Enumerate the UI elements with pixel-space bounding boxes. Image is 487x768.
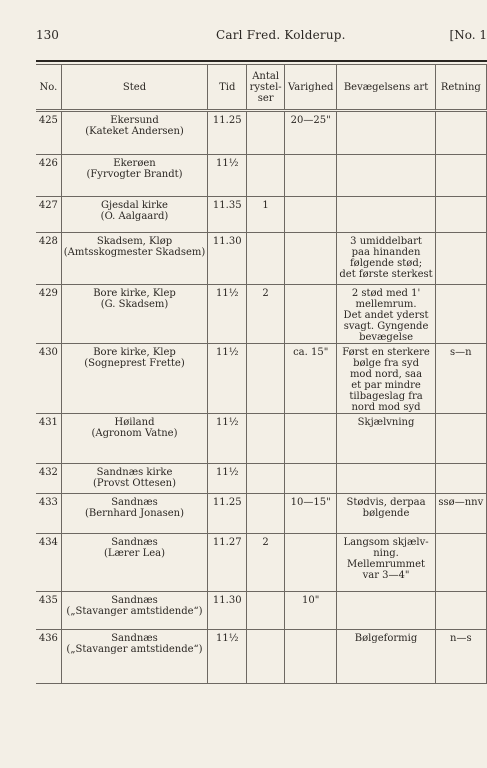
entry-number-cell: 435 [36,592,61,630]
cell-line: Sandnæs kirke [96,467,173,478]
cell-line: Stødvis, derpaa [346,497,426,508]
cell-line: Først en sterkere [342,347,430,358]
cell-line: paa hinanden [351,247,421,258]
entry-number-cell: 430 [36,344,61,414]
cell-line: (Agronom Vatne) [91,428,178,439]
cell-line: 3 umiddelbart [350,236,422,247]
duration-cell [285,233,337,285]
motion-type-cell [337,630,435,684]
place-observer-cell [61,592,208,630]
shock-count-cell [247,494,285,534]
direction-cell [435,155,486,197]
place-observer-cell [61,630,208,684]
time-cell: 11½ [208,414,247,464]
cell-line: (Provst Ottesen) [93,478,176,489]
column-header-no: No. [36,65,61,111]
cell-line: svagt. Gyngende [343,321,429,332]
time-cell: 11.27 [208,534,247,592]
cell-line: bølgende [362,508,410,519]
table-row [36,233,487,285]
motion-type-cell [337,414,435,464]
place-observer-cell [61,285,208,344]
cell-line: det første sterkest [339,269,433,280]
table-row [36,534,487,592]
direction-cell: n—s [435,630,486,684]
cell-line: mod nord, saa [349,369,423,380]
earthquake-reports-table [36,64,487,684]
column-header-direction: Retning [435,65,486,111]
motion-type-cell [337,233,435,285]
duration-cell: 10" [285,592,337,630]
duration-cell [285,534,337,592]
duration-cell: 20—25" [285,111,337,155]
duration-cell [285,285,337,344]
place-observer-cell [61,344,208,414]
time-cell: 11½ [208,464,247,494]
time-cell: 11½ [208,630,247,684]
entry-number-cell: 429 [36,285,61,344]
section-reference: [No. 1 [449,28,487,42]
cell-line: mellemrum. [355,299,417,310]
shock-count-cell: 1 [247,197,285,233]
column-header-count: Antal rystel- ser [247,65,285,111]
motion-type-cell [337,111,435,155]
cell-line: 2 stød med 1' [351,288,421,299]
cell-line: ning. [373,548,399,559]
direction-cell [435,534,486,592]
column-header-time: Tid [208,65,247,111]
motion-type-cell [337,494,435,534]
duration-cell [285,464,337,494]
time-cell: 11.25 [208,111,247,155]
motion-type-cell [337,344,435,414]
cell-line: bevægelse [359,332,413,343]
cell-line: Ekerøen [113,158,156,169]
place-observer-cell [61,494,208,534]
cell-line: bølge fra syd [353,358,419,369]
table-row [36,414,487,464]
direction-cell: ssø—nnv [435,494,486,534]
cell-line: var 3—4" [362,570,410,581]
place-observer-cell [61,233,208,285]
time-cell: 11.35 [208,197,247,233]
duration-cell [285,630,337,684]
table-row [36,464,487,494]
cell-line: Bore kirke, Klep [93,347,176,358]
place-observer-cell [61,111,208,155]
entry-number-cell: 426 [36,155,61,197]
cell-line: (O. Aalgaard) [100,211,169,222]
time-cell: 11½ [208,285,247,344]
table-row [36,344,487,414]
place-observer-cell [61,197,208,233]
shock-count-cell [247,233,285,285]
table-row [36,494,487,534]
cell-line: nord mod syd [351,402,421,413]
direction-cell [435,285,486,344]
motion-type-cell [337,197,435,233]
direction-cell [435,592,486,630]
place-observer-cell [61,464,208,494]
motion-type-cell [337,155,435,197]
cell-line: Sandnæs [111,537,158,548]
direction-cell [435,464,486,494]
cell-line: (Sogneprest Frette) [84,358,185,369]
cell-line: (Fyrvogter Brandt) [86,169,183,180]
cell-line: Skjælvning [357,417,415,428]
direction-cell [435,111,486,155]
cell-line: Gjesdal kirke [101,200,168,211]
direction-cell [435,197,486,233]
cell-line: („Stavanger amtstidende“) [66,644,203,655]
entry-number-cell: 428 [36,233,61,285]
duration-cell [285,197,337,233]
shock-count-cell: 2 [247,534,285,592]
cell-line: Det andet yderst [343,310,429,321]
entry-number-cell: 436 [36,630,61,684]
page-header [36,28,487,46]
shock-count-cell [247,464,285,494]
cell-line: Sandnæs [111,633,158,644]
shock-count-cell [247,630,285,684]
shock-count-cell [247,414,285,464]
table-row [36,592,487,630]
cell-line: et par mindre [351,380,421,391]
table-body [36,111,487,684]
entry-number-cell: 431 [36,414,61,464]
table-row [36,285,487,344]
entry-number-cell: 432 [36,464,61,494]
place-observer-cell [61,414,208,464]
direction-cell: s—n [435,344,486,414]
table-row [36,630,487,684]
cell-line: (Lærer Lea) [103,548,166,559]
table-header-row [36,65,487,111]
table-row [36,111,487,155]
time-cell: 11.30 [208,592,247,630]
direction-cell [435,233,486,285]
entry-number-cell: 433 [36,494,61,534]
place-observer-cell [61,155,208,197]
time-cell: 11½ [208,344,247,414]
duration-cell [285,155,337,197]
cell-line: (Amtsskogmester Skadsem) [63,247,206,258]
motion-type-cell [337,464,435,494]
duration-cell: 10—15" [285,494,337,534]
cell-line: Ekersund [110,115,159,126]
shock-count-cell: 2 [247,285,285,344]
motion-type-cell [337,592,435,630]
entry-number-cell: 427 [36,197,61,233]
shock-count-cell [247,592,285,630]
cell-line: (Bernhard Jonasen) [85,508,184,519]
cell-line: Høiland [114,417,155,428]
duration-cell: ca. 15" [285,344,337,414]
table-row [36,197,487,233]
motion-type-cell [337,534,435,592]
time-cell: 11.30 [208,233,247,285]
cell-line: tilbageslag fra [349,391,423,402]
cell-line: Skadsem, Kløp [96,236,173,247]
page-number: 130 [36,28,59,42]
cell-line: følgende stød; [349,258,423,269]
cell-line: Mellemrummet [346,559,426,570]
time-cell: 11.25 [208,494,247,534]
cell-line: („Stavanger amtstidende“) [66,606,203,617]
shock-count-cell [247,111,285,155]
running-title: Carl Fred. Kolderup. [216,28,346,42]
table-row [36,155,487,197]
direction-cell [435,414,486,464]
place-observer-cell [61,534,208,592]
entry-number-cell: 434 [36,534,61,592]
cell-line: Bore kirke, Klep [93,288,176,299]
cell-line: Bølgeformig [354,633,418,644]
time-cell: 11½ [208,155,247,197]
column-header-duration: Varighed [285,65,337,111]
shock-count-cell [247,344,285,414]
cell-line: Sandnæs [111,497,158,508]
header-rule [36,60,487,62]
duration-cell [285,414,337,464]
entry-number-cell: 425 [36,111,61,155]
motion-type-cell [337,285,435,344]
cell-line: Langsom skjælv- [343,537,429,548]
shock-count-cell [247,155,285,197]
cell-line: (G. Skadsem) [100,299,169,310]
cell-line: Sandnæs [111,595,158,606]
column-header-motion: Bevægelsens art [337,65,435,111]
cell-line: (Kateket Andersen) [85,126,184,137]
column-header-place: Sted [61,65,208,111]
